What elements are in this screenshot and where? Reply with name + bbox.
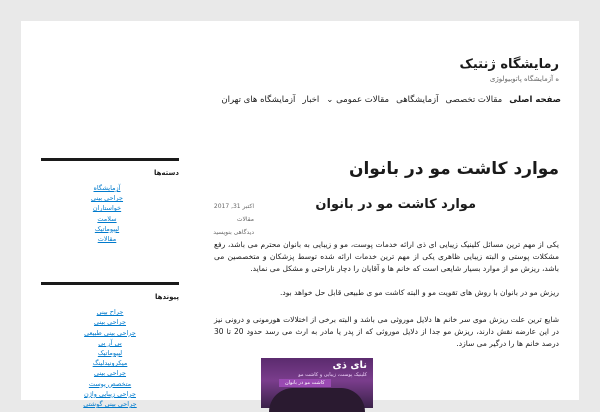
link-item xyxy=(41,328,179,338)
category-item xyxy=(41,234,173,244)
blogroll-link[interactable]: متخصص پوست xyxy=(88,379,132,388)
post-date-link[interactable]: اکتبر 31, 2017 xyxy=(213,203,254,210)
post-image[interactable] xyxy=(261,358,373,408)
nav-item-tehran-labs[interactable]: آزمایشگاه های تهران xyxy=(221,95,296,105)
category-item xyxy=(41,203,173,213)
blogroll-link[interactable]: جراح بینی xyxy=(96,308,124,317)
blogroll-link[interactable]: جراحی بینی xyxy=(93,318,127,327)
link-item xyxy=(41,379,179,389)
link-item xyxy=(41,358,179,368)
blogroll-link[interactable]: جراحی بینی گوشتی xyxy=(83,400,137,409)
site-title[interactable]: رمایشگاه ژنتیک xyxy=(459,57,559,72)
entry-paragraph-1: یکی از مهم ترین مسائل کلینیک زیبایی ای ذی ارائه خدمات پوست، مو و زیبایی به بانوان محترم می باشد، رفع مشکلات پوستی و البته زیبایی ظاهری یکی از مهم ترین خدمات ارائه شده توسط پزشکان و متخصصین می باشد، ریزش مو از موارد بسیار شایعی است که خانم ها و آقایان را دچار ناراحتی و مشکل می نماید. xyxy=(214,240,559,274)
site-description: ه آزمایشگاه پاتوبیولوژی xyxy=(489,75,559,83)
entry-title: موارد کاشت مو در بانوان xyxy=(315,197,476,212)
entry-content xyxy=(214,239,559,361)
links-list xyxy=(41,307,179,409)
category-link[interactable]: سلامت xyxy=(97,214,117,223)
nav-item-news[interactable]: اخبار xyxy=(302,95,320,105)
image-logo-text: نای ذی xyxy=(332,360,367,371)
category-item xyxy=(41,193,173,203)
blogroll-link[interactable]: لیپوماتیک xyxy=(97,349,123,358)
image-tag: کاشت مو در بانوان xyxy=(279,379,331,387)
category-link[interactable]: آزمایشگاه xyxy=(93,184,121,192)
link-item xyxy=(41,317,179,327)
category-link[interactable]: خواستاران xyxy=(92,204,122,213)
nav-item-general-articles[interactable]: مقالات عمومی ⌄ xyxy=(326,95,390,105)
link-item xyxy=(41,399,179,409)
nav-item-home[interactable]: صفحه اصلی xyxy=(509,95,561,105)
entry-paragraph-2: ریزش مو در بانوان با روش های تقویت مو و البته کاشت مو ی طبیعی قابل حل خواهد بود. xyxy=(280,287,559,297)
post-category-link[interactable]: مقالات xyxy=(236,216,254,223)
link-item xyxy=(41,389,179,399)
comments-link[interactable]: دیدگاهی بنویسید xyxy=(213,229,254,236)
links-title: پیوندها xyxy=(154,293,179,302)
image-photo-placeholder xyxy=(269,388,365,412)
link-item xyxy=(41,307,179,317)
image-subtitle: کلینیک پوست، زیبایی و کاشت مو xyxy=(298,372,367,378)
link-item xyxy=(41,338,179,348)
blogroll-link[interactable]: جراحی زیبایی واژن xyxy=(84,389,136,398)
category-link[interactable]: لیپوماتیک xyxy=(94,224,120,233)
link-item xyxy=(41,368,179,378)
links-widget xyxy=(41,282,179,409)
nav-item-laboratory[interactable]: آزمایشگاهی xyxy=(396,95,439,105)
category-link[interactable]: جراحی بینی xyxy=(90,194,124,203)
entry-paragraph-3: شایع ترین علت ریزش موی سر خانم ها دلایل موروثی می باشد و البته برخی از اختلالات هورمونی و درونی نیز در این عارضه نقش دارند، ریزش مو جدا از دلایل موروثی که از پدر یا مادر به ارث می رسد حدود 20 تا 30 درصد خانم ها را درگیر می سازد. xyxy=(214,314,560,349)
category-item xyxy=(41,183,173,193)
category-item xyxy=(41,224,173,234)
blogroll-link[interactable]: میکرونیدلینگ xyxy=(92,359,128,368)
categories-title: دسته‌ها xyxy=(153,169,179,177)
link-item xyxy=(41,348,179,358)
blogroll-link[interactable]: جراحی بینی xyxy=(93,369,127,378)
blogroll-link[interactable]: بی آر بی xyxy=(98,338,122,347)
page-title: موارد کاشت مو در بانوان xyxy=(348,159,559,179)
sidebar xyxy=(41,158,179,409)
nav-item-specialized-articles[interactable]: مقالات تخصصی xyxy=(445,95,503,105)
page-container xyxy=(21,21,579,409)
blogroll-link[interactable]: جراحی بینی طبیعی xyxy=(84,328,136,337)
post-meta xyxy=(194,200,254,239)
categories-list xyxy=(41,183,173,244)
category-item xyxy=(41,214,173,224)
categories-widget xyxy=(41,158,179,244)
main-navigation xyxy=(221,95,561,105)
category-link[interactable]: مقالات xyxy=(97,235,117,244)
